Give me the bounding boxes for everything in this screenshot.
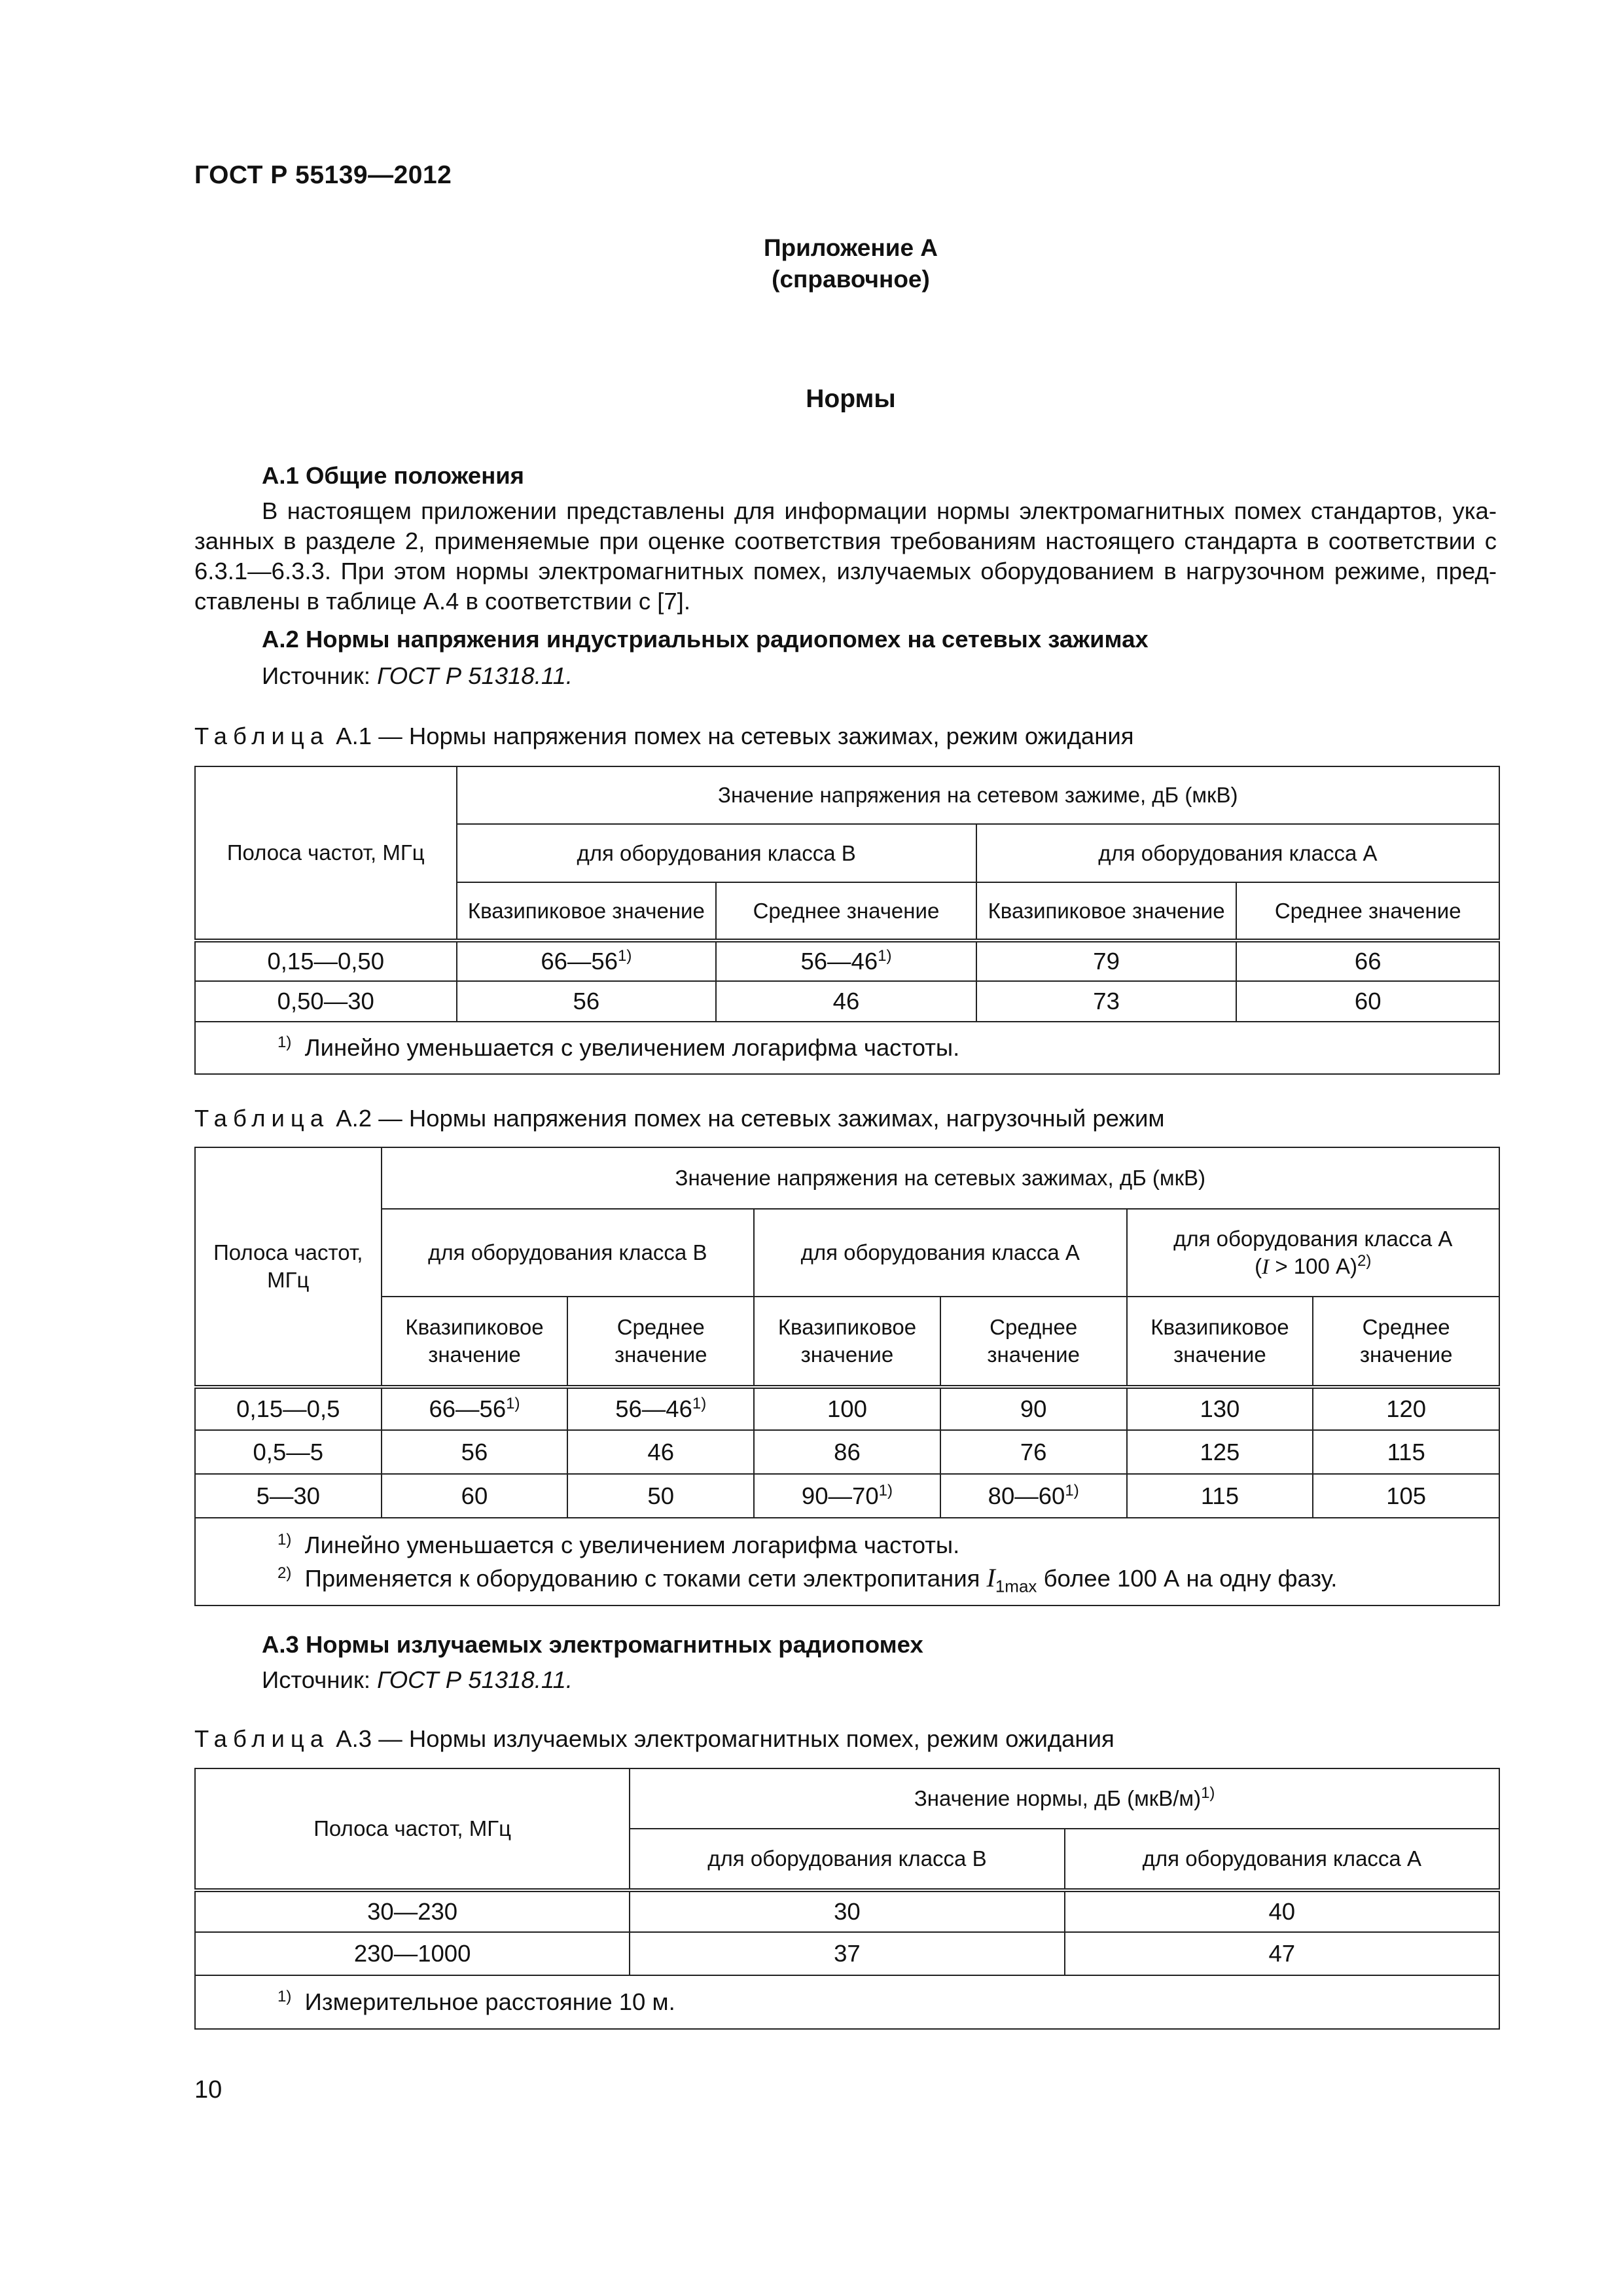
header-line: Квазипиковое [1150, 1315, 1289, 1339]
footnote-mark: 2) [277, 1564, 292, 1582]
cell-value: 90—70 [801, 1482, 879, 1509]
annex-heading [0, 232, 1623, 295]
table-a2-class-a-header: для оборудования класса А [754, 1209, 1126, 1297]
header-line: Полоса частот, [213, 1240, 363, 1265]
document-header: ГОСТ Р 55139—2012 [194, 161, 452, 189]
table-cell [382, 1387, 568, 1430]
table-a3 [194, 1768, 1500, 2030]
table-a1-qp-header: Квазипиковое значение [457, 882, 717, 941]
table-a3-band-header: Полоса частот, МГц [195, 1768, 630, 1890]
table-cell: 230—1000 [195, 1932, 630, 1975]
footnote-1 [277, 1529, 1495, 1562]
table-row [195, 1932, 1499, 1975]
section-a1-paragraph [194, 496, 1497, 617]
table-a2-caption [194, 1105, 1164, 1132]
header-line: для оборудования класса А [1173, 1226, 1453, 1251]
section-a2-source [262, 662, 573, 690]
table-a1-class-b-header: для оборудования класса В [457, 824, 976, 882]
header-text: Значение нормы, дБ (мкВ/м) [914, 1786, 1202, 1810]
source-label: Источник: [262, 1666, 378, 1693]
table-cell: 37 [630, 1932, 1064, 1975]
cell-value: 66—56 [429, 1395, 507, 1422]
table-cell: 60 [382, 1474, 568, 1518]
table-cell: 5—30 [195, 1474, 382, 1518]
table-a1-footnote [195, 1022, 1499, 1074]
table-a1 [194, 766, 1500, 1075]
table-cell: 0,15—0,5 [195, 1387, 382, 1430]
table-a3-value-header [630, 1768, 1499, 1829]
table-cell: 120 [1313, 1387, 1499, 1430]
table-cell: 125 [1127, 1430, 1313, 1474]
table-cell [754, 1474, 940, 1518]
paragraph-line: занных в разделе 2, применяемые при оценке соответствия требованиям настоящего стандарта в соответствии с [194, 528, 1497, 554]
table-row [195, 1890, 1499, 1932]
paragraph-line: 6.3.1—6.3.3. При этом нормы электромагнитных помех, излучаемых оборудованием в нагрузочном режиме, пред- [194, 558, 1497, 584]
table-cell: 60 [1236, 981, 1499, 1022]
table-cell [457, 941, 717, 981]
table-a1-band-header: Полоса частот, МГц [195, 766, 457, 941]
table-a2-qp-header [1127, 1297, 1313, 1387]
footnote-text: Применяется к оборудованию с токами сети электропитания [304, 1564, 987, 1592]
table-row [195, 1474, 1499, 1518]
caption-text: А.3 — Нормы излучаемых электромагнитных помех, режим ожидания [329, 1725, 1115, 1752]
header-line: значение [428, 1342, 521, 1367]
table-cell: 130 [1127, 1387, 1313, 1430]
caption-word: Таблица [194, 723, 330, 749]
table-cell: 0,15—0,50 [195, 941, 457, 981]
footnote-mark: 1) [1201, 1784, 1215, 1802]
table-a3-footnote [195, 1975, 1499, 2029]
table-a2-class-b-header: для оборудования класса В [382, 1209, 754, 1297]
table-a3-class-a-header: для оборудования класса А [1065, 1829, 1499, 1890]
footnote-mark: 1) [692, 1394, 707, 1412]
table-a2-avg-header [940, 1297, 1127, 1387]
table-cell [716, 941, 976, 981]
header-line: > 100 А) [1269, 1253, 1357, 1278]
header-line: значение [987, 1342, 1080, 1367]
section-a1-heading: А.1 Общие положения [262, 462, 524, 489]
table-cell: 56 [382, 1430, 568, 1474]
table-cell: 76 [940, 1430, 1127, 1474]
annex-subtitle: (справочное) [772, 266, 930, 293]
table-a2-band-header [195, 1147, 382, 1387]
table-cell: 73 [976, 981, 1237, 1022]
table-a1-value-header: Значение напряжения на сетевом зажиме, дБ (мкВ) [457, 766, 1500, 824]
current-symbol: I [1262, 1255, 1270, 1279]
caption-word: Таблица [194, 1725, 330, 1752]
footnote-text: более 100 А на одну фазу. [1037, 1564, 1338, 1592]
footnote-mark: 1) [506, 1394, 520, 1412]
cell-value: 80—60 [988, 1482, 1065, 1509]
footnote-mark: 2) [1357, 1251, 1372, 1270]
table-a2-class-a-high-current-header: для оборудования класса А (I > 100 А)$^{2)}$ [1127, 1209, 1500, 1297]
table-a3-caption [194, 1725, 1115, 1753]
cell-value: 56—46 [615, 1395, 692, 1422]
table-cell: 0,50—30 [195, 981, 457, 1022]
table-cell [940, 1474, 1127, 1518]
paragraph-line: ставлены в таблице А.4 в соответствии с [7]. [194, 588, 690, 615]
table-cell: 115 [1313, 1430, 1499, 1474]
source-reference: ГОСТ Р 51318.11. [377, 1666, 573, 1693]
table-cell: 56 [457, 981, 717, 1022]
table-cell: 46 [716, 981, 976, 1022]
header-line: значение [614, 1342, 707, 1367]
table-a2-value-header: Значение напряжения на сетевых зажимах, дБ (мкВ) [382, 1147, 1499, 1209]
table-a2-avg-header [1313, 1297, 1499, 1387]
table-cell: 86 [754, 1430, 940, 1474]
table-a1-avg-header: Среднее значение [716, 882, 976, 941]
annex-title: Приложение А [763, 234, 938, 261]
table-row [195, 1387, 1499, 1430]
header-line: значение [1173, 1342, 1266, 1367]
header-line: Среднее [1362, 1315, 1450, 1339]
footnote-2 [277, 1562, 1495, 1595]
header-line: Квазипиковое [777, 1315, 917, 1339]
table-cell: 30—230 [195, 1890, 630, 1932]
norms-title: Нормы [806, 385, 896, 413]
table-cell: 40 [1065, 1890, 1499, 1932]
page-number: 10 [194, 2076, 223, 2104]
header-line: значение [1359, 1342, 1453, 1367]
table-row [195, 941, 1499, 981]
caption-text: А.1 — Нормы напряжения помех на сетевых зажимах, режим ожидания [329, 723, 1134, 749]
header-line: Среднее [616, 1315, 705, 1339]
table-cell [567, 1387, 754, 1430]
table-cell: 30 [630, 1890, 1064, 1932]
paragraph-line: В настоящем приложении представлены для информации нормы электромагнитных помех стандартов, ука- [262, 497, 1497, 524]
table-cell: 105 [1313, 1474, 1499, 1518]
source-label: Источник: [262, 662, 378, 689]
table-cell: 79 [976, 941, 1237, 981]
table-row [195, 1430, 1499, 1474]
table-a2-avg-header [567, 1297, 754, 1387]
footnote-mark: 1) [277, 1033, 292, 1051]
footnote-text: Линейно уменьшается с увеличением логарифма частоты. [304, 1531, 960, 1558]
footnote-mark: 1) [618, 946, 632, 965]
table-cell: 0,5—5 [195, 1430, 382, 1474]
current-symbol: I [986, 1562, 995, 1592]
footnote-mark: 1) [1065, 1481, 1079, 1499]
table-cell: 115 [1127, 1474, 1313, 1518]
table-a1-class-a-header: для оборудования класса А [976, 824, 1499, 882]
table-cell: 46 [567, 1430, 754, 1474]
table-a1-qp-header: Квазипиковое значение [976, 882, 1237, 941]
table-cell: 100 [754, 1387, 940, 1430]
footnote-mark: 1) [878, 1481, 893, 1499]
header-line: МГц [267, 1268, 310, 1292]
current-subscript: 1max [995, 1575, 1037, 1596]
table-a2-qp-header [382, 1297, 568, 1387]
table-cell: 47 [1065, 1932, 1499, 1975]
table-cell: 50 [567, 1474, 754, 1518]
table-a2 [194, 1147, 1500, 1606]
footnote-text: Линейно уменьшается с увеличением логарифма частоты. [304, 1034, 960, 1061]
header-line: Среднее [990, 1315, 1078, 1339]
footnote-mark: 1) [277, 1530, 292, 1549]
footnote-text: Измерительное расстояние 10 м. [304, 1988, 675, 2015]
table-row [195, 981, 1499, 1022]
cell-value: 56—46 [800, 948, 878, 975]
table-a2-footnotes [195, 1518, 1499, 1605]
table-a3-class-b-header: для оборудования класса В [630, 1829, 1064, 1890]
table-cell: 90 [940, 1387, 1127, 1430]
table-cell: 66 [1236, 941, 1499, 981]
header-line: Квазипиковое [405, 1315, 544, 1339]
cell-value: 66—56 [541, 948, 618, 975]
footnote-mark: 1) [277, 1987, 292, 2005]
caption-word: Таблица [194, 1105, 330, 1132]
caption-text: А.2 — Нормы напряжения помех на сетевых зажимах, нагрузочный режим [329, 1105, 1165, 1132]
section-a3-source [262, 1666, 573, 1694]
section-a3-heading: А.3 Нормы излучаемых электромагнитных радиопомех [262, 1631, 923, 1658]
table-a1-caption [194, 723, 1134, 750]
source-reference: ГОСТ Р 51318.11. [377, 662, 573, 689]
footnote-mark: 1) [878, 946, 892, 965]
section-a2-heading: А.2 Нормы напряжения индустриальных радиопомех на сетевых зажимах [262, 626, 1149, 653]
table-a2-qp-header [754, 1297, 940, 1387]
table-a1-avg-header: Среднее значение [1236, 882, 1499, 941]
header-line: значение [800, 1342, 894, 1367]
